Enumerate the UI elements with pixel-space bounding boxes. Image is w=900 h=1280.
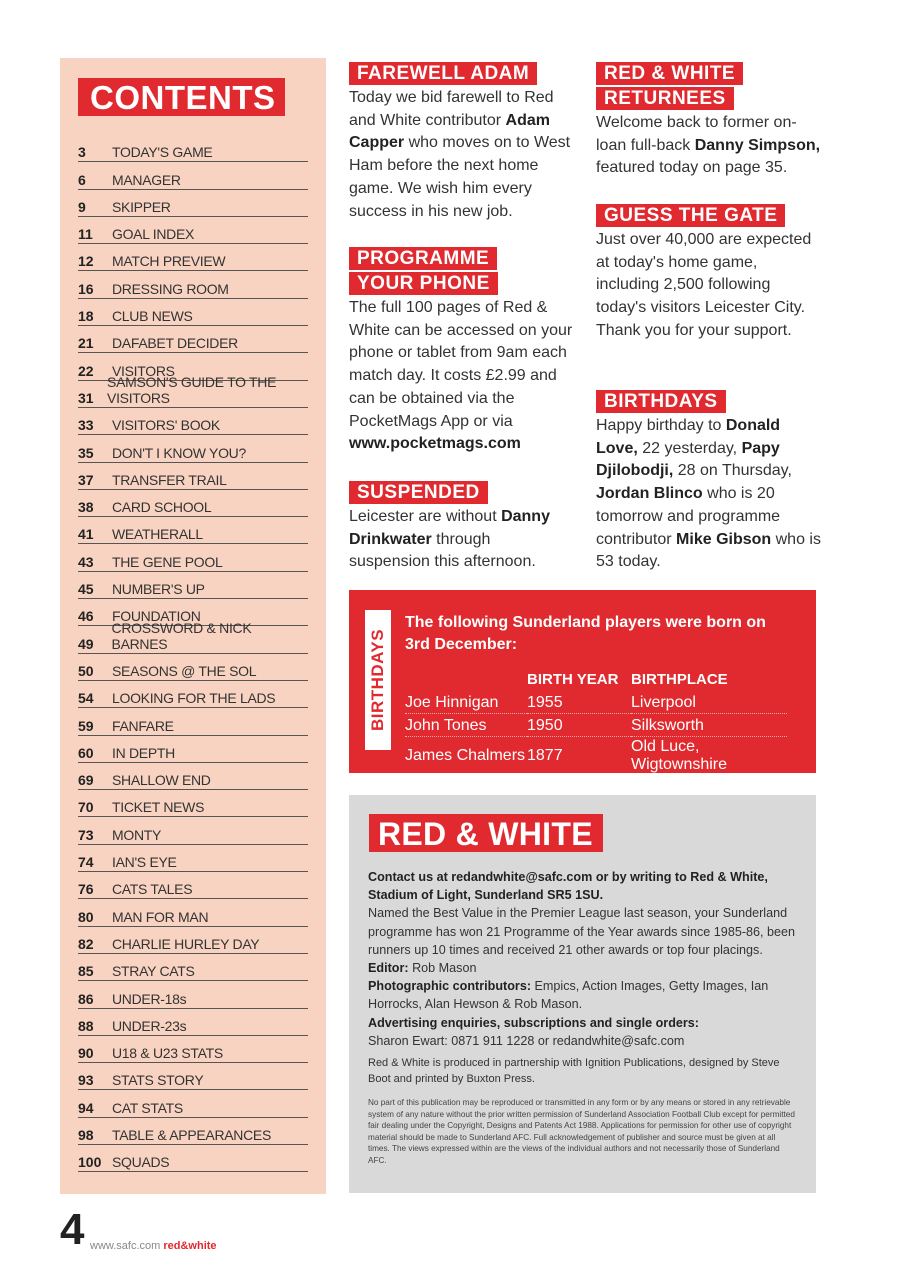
birth-year: 1877 <box>527 737 631 775</box>
contents-item-label: TICKET NEWS <box>112 799 205 816</box>
contents-item <box>78 982 308 1008</box>
birthdays-text: Happy birthday to Donald Love, 22 yesterday, Papy Djilobodji, 28 on Thursday, Jordan Blinco who is 20 tomorrow and programme contributor Mike Gibson who is 53 today. <box>596 417 821 571</box>
contents-page-number: 35 <box>78 444 94 461</box>
contents-item-label: CATS TALES <box>112 881 193 898</box>
contents-item-label: UNDER-18s <box>112 990 187 1007</box>
contents-panel <box>60 58 326 1194</box>
birthdays-heading: BIRTHDAYS <box>596 390 726 413</box>
contents-item-label: CARD SCHOOL <box>112 499 212 516</box>
photo-text: Photographic contributors: Empics, Action Images, Getty Images, Ian Horrocks, Alan Hewson & Rob Mason. <box>368 979 769 1012</box>
contents-item <box>78 682 308 708</box>
birthdays-intro: The following Sunderland players were born on 3rd December: <box>405 614 766 653</box>
table-row <box>405 691 787 714</box>
contents-item <box>78 373 308 408</box>
editor-text: Editor: Rob Mason <box>368 961 477 976</box>
table-row <box>405 737 787 775</box>
contents-item <box>78 300 308 326</box>
contents-page-number: 41 <box>78 526 94 543</box>
returnees-heading-line2: RETURNEES <box>596 87 734 110</box>
contents-item-label: CAT STATS <box>112 1099 183 1116</box>
contents-item-label: SQUADS <box>112 1154 170 1171</box>
contents-page-number: 60 <box>78 744 94 761</box>
contents-page-number: 31 <box>78 389 94 406</box>
advertising-label: Advertising enquiries, subscriptions and single orders: <box>368 1015 700 1030</box>
contents-item <box>78 818 308 844</box>
contents-list <box>78 136 308 1173</box>
produced-text: Red & White is produced in partnership with Ignition Publications, designed by Steve Boot and printed by Buxton Press. <box>368 1057 780 1086</box>
contents-page-number: 21 <box>78 335 94 352</box>
contents-item <box>78 928 308 954</box>
contents-item <box>78 272 308 298</box>
contents-item <box>78 163 308 189</box>
contents-page-number: 100 <box>78 1154 102 1171</box>
contents-page-number: 49 <box>78 635 94 652</box>
contents-page-number: 6 <box>78 171 86 188</box>
contents-item-label: SAMSON'S GUIDE TO THE VISITORS <box>107 373 277 406</box>
contents-page-number: 12 <box>78 253 94 270</box>
farewell-text: Today we bid farewell to Red and White contributor Adam Capper who moves on to West Ham before the next home game. We wish him every success in his new job. <box>349 89 571 220</box>
contents-item-label: FOUNDATION <box>112 608 201 625</box>
suspended-text: Leicester are without Danny Drinkwater through suspension this afternoon. <box>349 508 550 571</box>
contents-item-label: TODAY'S GAME <box>112 144 213 161</box>
contents-item-label: MATCH PREVIEW <box>112 253 226 270</box>
page-number: 4 <box>60 1205 85 1254</box>
contents-item-label: MAN FOR MAN <box>112 908 209 925</box>
contents-item-label: CROSSWORD & NICK BARNES <box>111 619 252 652</box>
contents-item <box>78 464 308 490</box>
contents-page-number: 54 <box>78 690 94 707</box>
gate-heading: GUESS THE GATE <box>596 204 785 227</box>
contents-item <box>78 1064 308 1090</box>
contents-item <box>78 245 308 271</box>
contents-item-label: DAFABET DECIDER <box>112 335 238 352</box>
birthplace: Old Luce, Wigtownshire <box>631 737 787 775</box>
contents-item-label: CHARLIE HURLEY DAY <box>112 935 260 952</box>
contents-item <box>78 955 308 981</box>
contents-item-label: CLUB NEWS <box>112 308 193 325</box>
contents-page-number: 69 <box>78 772 94 789</box>
birth-year: 1950 <box>527 714 631 737</box>
contents-page-number: 94 <box>78 1099 94 1116</box>
contents-page-number: 70 <box>78 799 94 816</box>
contents-item-label: SHALLOW END <box>112 772 211 789</box>
contents-page-number: 3 <box>78 144 86 161</box>
contents-item <box>78 191 308 217</box>
contents-page-number: 9 <box>78 198 86 215</box>
contents-item <box>78 873 308 899</box>
contents-item-label: TRANSFER TRAIL <box>112 471 227 488</box>
contents-page-number: 80 <box>78 908 94 925</box>
contents-item <box>78 1146 308 1172</box>
birthdays-table-header <box>405 669 787 691</box>
table-row <box>405 714 787 737</box>
programme-heading-line2: YOUR PHONE <box>349 272 498 295</box>
contents-page-number: 45 <box>78 581 94 598</box>
contents-item-label: THE GENE POOL <box>112 553 223 570</box>
contents-item <box>78 518 308 544</box>
contents-page-number: 74 <box>78 854 94 871</box>
award-text: Named the Best Value in the Premier League last season, your Sunderland programme has won 21 Programme of the Year awards since 1985-86, been runners up 10 times and received 21 other awards or top four placings. <box>368 906 796 957</box>
suspended-heading: SUSPENDED <box>349 481 488 504</box>
contents-item <box>78 1119 308 1145</box>
red-white-info-box <box>349 795 816 1193</box>
contents-item-label: IAN'S EYE <box>112 854 177 871</box>
contents-page-number: 82 <box>78 935 94 952</box>
contents-page-number: 90 <box>78 1045 94 1062</box>
contents-item <box>78 1037 308 1063</box>
contents-page-number: 43 <box>78 553 94 570</box>
player-name: John Tones <box>405 714 527 737</box>
contents-item-label: WEATHERALL <box>112 526 203 543</box>
birthplace: Liverpool <box>631 691 787 714</box>
contents-item <box>78 573 308 599</box>
contents-page-number: 86 <box>78 990 94 1007</box>
contents-item <box>78 709 308 735</box>
birth-year: 1955 <box>527 691 631 714</box>
contents-page-number: 59 <box>78 717 94 734</box>
contents-page-number: 18 <box>78 308 94 325</box>
contents-item <box>78 545 308 571</box>
advertising-text: Sharon Ewart: 0871 911 1228 or redandwhite@safc.com <box>368 1033 685 1048</box>
contents-item-label: LOOKING FOR THE LADS <box>112 690 276 707</box>
contents-page-number: 11 <box>78 226 93 243</box>
contents-page-number: 98 <box>78 1126 94 1143</box>
birthdays-section <box>596 390 821 574</box>
footer-url: www.safc.com red&white <box>90 1240 217 1252</box>
contents-item <box>78 1091 308 1117</box>
farewell-heading: FAREWELL ADAM <box>349 62 537 85</box>
contents-item <box>78 764 308 790</box>
contents-item-label: DRESSING ROOM <box>112 280 229 297</box>
contents-item-label: UNDER-23s <box>112 1017 187 1034</box>
contents-item <box>78 491 308 517</box>
contents-page-number: 22 <box>78 362 94 379</box>
red-white-title: RED & WHITE <box>369 814 603 852</box>
contents-item <box>78 619 308 653</box>
contents-item-label: MONTY <box>112 826 162 843</box>
contents-item <box>78 900 308 926</box>
contents-page-number: 16 <box>78 280 94 297</box>
birth-year-header: BIRTH YEAR <box>527 670 619 688</box>
returnees-section <box>596 62 821 180</box>
contents-page-number: 93 <box>78 1072 94 1089</box>
contents-item-label: STATS STORY <box>112 1072 204 1089</box>
contents-item-label: MANAGER <box>112 171 181 188</box>
contents-item-label: VISITORS <box>112 362 175 379</box>
gate-section <box>596 204 821 343</box>
birthplace: Silksworth <box>631 714 787 737</box>
contents-item-label: SEASONS @ THE SOL <box>112 662 257 679</box>
contents-item <box>78 327 308 353</box>
farewell-section <box>349 62 574 223</box>
contents-item <box>78 409 308 435</box>
contents-item <box>78 136 308 162</box>
contents-page-number: 33 <box>78 417 94 434</box>
contents-page-number: 73 <box>78 826 94 843</box>
birthdays-vertical-label: BIRTHDAYS <box>365 610 391 750</box>
returnees-text: Welcome back to former on-loan full-back Danny Simpson, featured today on page 35. <box>596 114 821 177</box>
contact-text: Contact us at redandwhite@safc.com or by writing to Red & White, Stadium of Light, Sunderland SR5 1SU. <box>368 870 768 903</box>
contents-item-label: SKIPPER <box>112 198 171 215</box>
player-name: Joe Hinnigan <box>405 691 527 714</box>
contents-item-label: IN DEPTH <box>112 744 175 761</box>
contents-item-label: TABLE & APPEARANCES <box>112 1126 271 1143</box>
contents-item <box>78 218 308 244</box>
contents-item <box>78 846 308 872</box>
birthdays-box <box>349 590 816 773</box>
contents-item-label: STRAY CATS <box>112 963 195 980</box>
contents-item-label: DON'T I KNOW YOU? <box>112 444 246 461</box>
contents-item <box>78 1010 308 1036</box>
contents-title: CONTENTS <box>78 78 285 116</box>
contents-item-label: U18 & U23 STATS <box>112 1045 223 1062</box>
contents-page-number: 50 <box>78 662 94 679</box>
contents-page-number: 76 <box>78 881 94 898</box>
programme-heading-line1: PROGRAMME <box>349 247 497 270</box>
programme-text: The full 100 pages of Red & White can be accessed on your phone or tablet from 9am each match day. It costs £2.99 and can be obtained via the PocketMags App or via www.pocketmags.com <box>349 299 573 453</box>
contents-item-label: GOAL INDEX <box>112 226 195 243</box>
red-white-body <box>368 868 798 1167</box>
contents-item <box>78 655 308 681</box>
contents-item-label: FANFARE <box>112 717 174 734</box>
contents-item <box>78 737 308 763</box>
contents-item <box>78 791 308 817</box>
contents-page-number: 88 <box>78 1017 94 1034</box>
birthplace-header: BIRTHPLACE <box>631 670 728 688</box>
programme-section <box>349 247 577 456</box>
gate-text: Just over 40,000 are expected at today's home game, including 2,500 following today's visitors Leicester City. Thank you for your support. <box>596 231 812 339</box>
contents-page-number: 46 <box>78 608 94 625</box>
contents-page-number: 37 <box>78 471 94 488</box>
suspended-section <box>349 481 574 574</box>
legal-text: No part of this publication may be reproduced or transmitted in any form or by any means or stored in any retrievable system of any nature without the prior written permission of Sunderland Association Football Club except for permitted fair dealing under the Copyright, Designs and Patents Act 1988. Applications for permission for other use of copyright material should be made to Sunderland AFC. Full acknowledgement of publisher and source must be given at all times. The views expressed within are the views of the individual authors and not necessarily those of Sunderland AFC. <box>368 1098 795 1165</box>
contents-item-label: NUMBER'S UP <box>112 581 205 598</box>
contents-page-number: 85 <box>78 963 94 980</box>
returnees-heading-line1: RED & WHITE <box>596 62 743 85</box>
contents-item-label: VISITORS' BOOK <box>112 417 220 434</box>
contents-item <box>78 436 308 462</box>
player-name: James Chalmers <box>405 737 527 775</box>
contents-page-number: 38 <box>78 499 94 516</box>
birthdays-table <box>405 669 787 775</box>
